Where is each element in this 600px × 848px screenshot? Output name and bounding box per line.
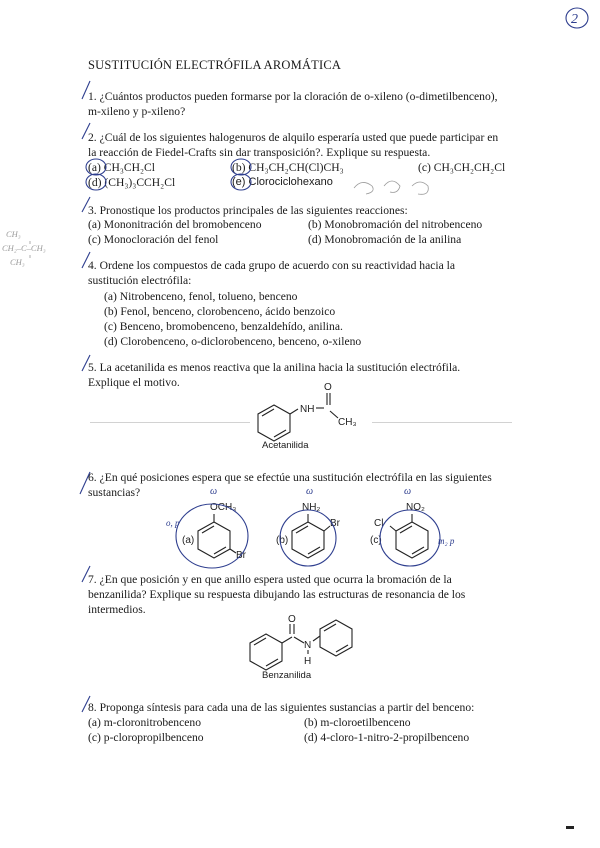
q3-option-a: (a) Mononitración del bromobenceno [88, 218, 262, 231]
q6-line2: sustancias? [88, 486, 141, 499]
q8-option-a: (a) m-cloronitrobenceno [88, 716, 201, 729]
q5-line1: 5. La acetanilida es menos reactiva que la anilina hacia la sustitución electrófila. [88, 361, 461, 374]
q7-line2: benzanilida? Explique su respuesta dibujando las estructuras de resonancia de los [88, 588, 466, 601]
question-tick-marks [0, 0, 120, 848]
q6a-br-label: Br [236, 550, 246, 561]
fold-line [372, 422, 512, 423]
q6c-label: (c) [370, 535, 382, 546]
acetanilide-nh-label: NH [300, 404, 315, 415]
q1-line2: m-xileno y p-xileno? [88, 105, 186, 118]
q6-line1: 6. ¿En qué posiciones espera que se efectúe una sustitución electrófila en las siguientes [88, 471, 492, 484]
q3-option-d: (d) Monobromación de la anilina [308, 233, 462, 246]
q2-option-e: (e) Clorociclohexano [232, 176, 333, 188]
svg-text:ω: ω [210, 486, 218, 497]
acetanilide-caption: Acetanilida [262, 440, 309, 451]
q4-line2: sustitución electrófila: [88, 274, 192, 287]
q8-option-d: (d) 4-cloro-1-nitro-2-propilbenceno [304, 731, 470, 744]
q6c-handwritten: m₂ p [438, 536, 455, 546]
page-title: SUSTITUCIÓN ELECTRÓFILA AROMÁTICA [88, 58, 342, 72]
q2-option-a: (a) CH₃CH₂Cl [88, 161, 156, 174]
q6b-br-label: Br [330, 518, 340, 529]
acetanilide-ch3-label: CH₃ [338, 417, 357, 428]
q4-item-a: (a) Nitrobenceno, fenol, tolueno, benceno [104, 290, 298, 303]
q4-line1: 4. Ordene los compuestos de cada grupo de acuerdo con su reactividad hacia la [88, 259, 455, 272]
acetanilide-structure [250, 382, 370, 445]
acetanilide-o-label: O [324, 382, 332, 393]
svg-text:ω: ω [404, 486, 412, 497]
q2-line2: la reacción de Fiedel-Crafts sin dar transposición?. Explique su respuesta. [88, 146, 431, 159]
q6b-label: (b) [276, 535, 289, 546]
q3-option-b: (b) Monobromación del nitrobenceno [308, 218, 483, 231]
q6a-label: (a) [182, 535, 195, 546]
svg-text:CH₂–C–CH₃: CH₂–C–CH₃ [2, 243, 46, 253]
benzanilide-h-label: H [304, 656, 312, 667]
benzanilide-o-label: O [288, 614, 296, 625]
q2-line1: 2. ¿Cuál de los siguientes halogenuros de alquilo esperaría usted que puede participar en [88, 131, 499, 144]
q3-line1: 3. Pronostique los productos principales de las siguientes reacciones: [88, 204, 408, 217]
q6c-cl-label: Cl [374, 518, 384, 529]
q6a-och3-label: OCH₃ [210, 502, 237, 513]
q7-line3: intermedios. [88, 603, 146, 616]
q8-option-c: (c) p-cloropropilbenceno [88, 731, 204, 744]
q7-line1: 7. ¿En que posición y en que anillo espera usted que ocurra la bromación de la [88, 573, 452, 586]
page-number: 2 [571, 12, 578, 27]
benzanilide-n-label: N [304, 640, 312, 651]
q2-option-c: (c) CH₃CH₂CH₂Cl [418, 161, 506, 174]
q5-line2: Explique el motivo. [88, 376, 180, 389]
benzanilide-structure [250, 616, 360, 668]
benzanilide-caption: Benzanilida [262, 670, 312, 681]
q1-line1: 1. ¿Cuántos productos pueden formarse por la cloración de o-xileno (o-dimetilbenceno), [88, 90, 498, 103]
q3-option-c: (c) Monocloración del fenol [88, 233, 219, 246]
q4-item-d: (d) Clorobenceno, o-diclorobenceno, benceno, o-xileno [104, 335, 362, 348]
svg-text:CH₃: CH₃ [10, 257, 25, 267]
q6b-nh2-label: NH₂ [302, 502, 321, 513]
q2-option-d: (d) (CH₃)₃CCH₂Cl [88, 176, 176, 189]
page-mark [566, 826, 574, 829]
q8-option-b: (b) m-cloroetilbenceno [304, 716, 411, 729]
q2-option-b: (b) CH₃CH₂CH(Cl)CH₃ [232, 161, 344, 174]
q6-structures [160, 488, 490, 568]
q8-line1: 8. Proponga síntesis para cada una de las siguientes sustancias a partir del benceno: [88, 701, 475, 714]
svg-text:ω: ω [306, 486, 314, 497]
svg-text:CH₃: CH₃ [6, 229, 21, 239]
q4-item-b: (b) Fenol, benceno, clorobenceno, ácido benzoico [104, 305, 336, 318]
q6a-handwritten: o, p [166, 518, 180, 528]
q6c-no2-label: NO₂ [406, 502, 425, 513]
q4-item-c: (c) Benceno, bromobenceno, benzaldehído, anilina. [104, 320, 343, 333]
